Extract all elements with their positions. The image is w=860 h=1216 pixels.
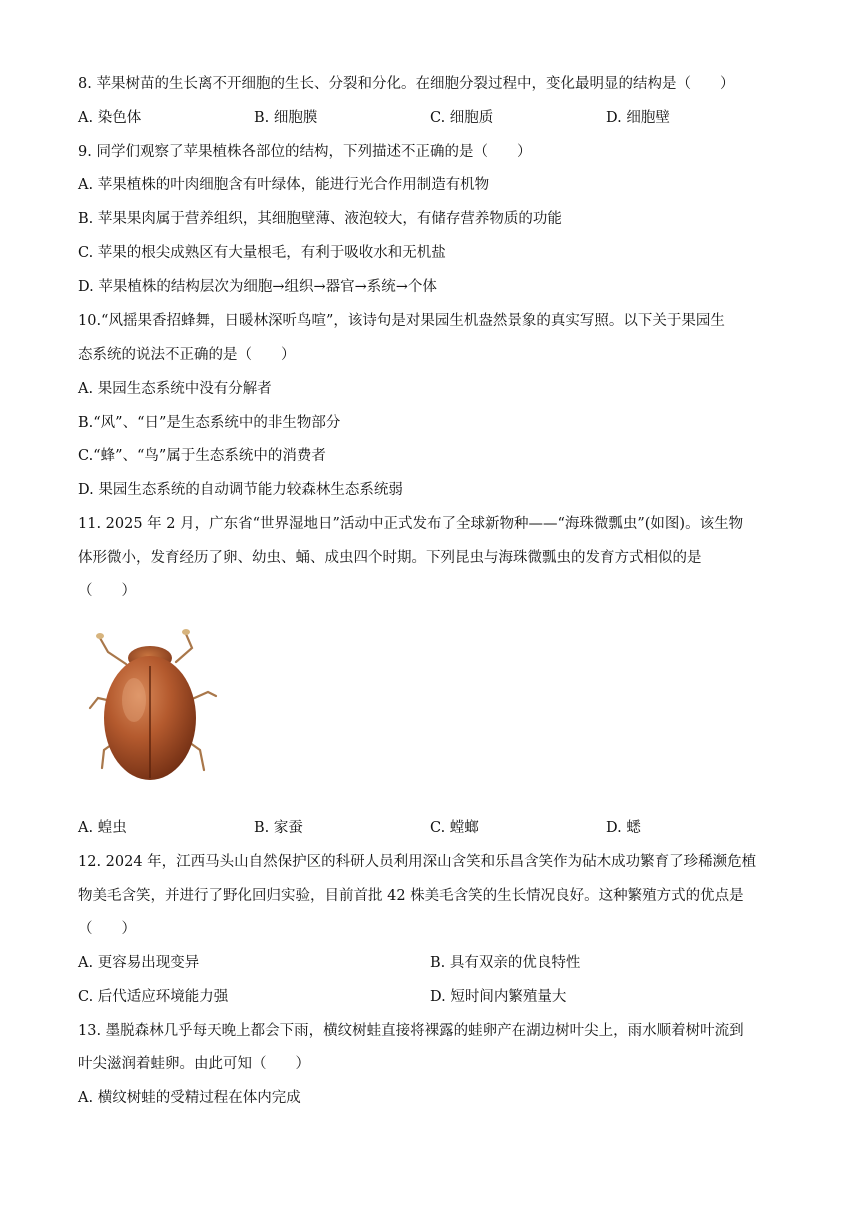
ladybug-beetle-photo-icon xyxy=(86,622,222,790)
q11-stem-line3: （ ） xyxy=(78,583,136,599)
q13-stem-line1: 13. 墨脱森林几乎每天晚上都会下雨，横纹树蛙直接将裸露的蛙卵产在湖边树叶尖上，雨水顺着树叶流到 xyxy=(78,1023,744,1039)
q11-stem-line2: 体形微小，发育经历了卵、幼虫、蛹、成虫四个时期。下列昆虫与海珠微瓢虫的发育方式相似的是 xyxy=(78,550,702,566)
q9-option-a: A. 苹果植株的叶肉细胞含有叶绿体，能进行光合作用制造有机物 xyxy=(78,177,490,193)
q9-option-c: C. 苹果的根尖成熟区有大量根毛，有利于吸收水和无机盐 xyxy=(78,245,446,261)
q12-stem-line1: 12. 2024 年，江西马头山自然保护区的科研人员利用深山含笑和乐昌含笑作为砧木成功繁育了珍稀濒危植 xyxy=(78,854,757,870)
q9-option-d: D. 苹果植株的结构层次为细胞→组织→器官→系统→个体 xyxy=(78,279,437,295)
q12-option-d: D. 短时间内繁殖量大 xyxy=(430,989,567,1005)
q10-option-c: C.“蜂”、“鸟”属于生态系统中的消费者 xyxy=(78,448,326,464)
q13-stem-line2: 叶尖滋润着蛙卵。由此可知（ ） xyxy=(78,1056,310,1072)
q13-option-a: A. 横纹树蛙的受精过程在体内完成 xyxy=(78,1090,301,1106)
q11-stem-line1: 11. 2025 年 2 月，广东省“世界湿地日”活动中正式发布了全球新物种——“海珠微瓢虫”(如图)。该生物 xyxy=(78,516,744,532)
q10-option-d: D. 果园生态系统的自动调节能力较森林生态系统弱 xyxy=(78,482,403,498)
q11-option-d: D. 蟋 xyxy=(606,820,641,836)
q12-option-a: A. 更容易出现变异 xyxy=(78,955,200,971)
q12-stem-line2: 物美毛含笑，并进行了野化回归实验，目前首批 42 株美毛含笑的生长情况良好。这种繁殖方式的优点是 xyxy=(78,888,744,904)
q8-option-b: B. 细胞膜 xyxy=(254,110,318,126)
q8-option-c: C. 细胞质 xyxy=(430,110,494,126)
q12-stem-line3: （ ） xyxy=(78,921,136,937)
q11-option-a: A. 蝗虫 xyxy=(78,820,127,836)
q8-stem: 8. 苹果树苗的生长离不开细胞的生长、分裂和分化。在细胞分裂过程中，变化最明显的结构是（ ） xyxy=(78,76,735,92)
q10-stem-line2: 态系统的说法不正确的是（ ） xyxy=(78,347,296,363)
q9-stem: 9. 同学们观察了苹果植株各部位的结构，下列描述不正确的是（ ） xyxy=(78,144,532,160)
q11-option-c: C. 螳螂 xyxy=(430,820,479,836)
q8-option-d: D. 细胞壁 xyxy=(606,110,670,126)
q12-option-c: C. 后代适应环境能力强 xyxy=(78,989,229,1005)
q10-option-b: B.“风”、“日”是生态系统中的非生物部分 xyxy=(78,415,341,431)
q10-stem-line1: 10.“风摇果香招蜂舞，日暖林深听鸟喧”，该诗句是对果园生机盎然景象的真实写照。以下关于果园生 xyxy=(78,313,725,329)
q12-option-b: B. 具有双亲的优良特性 xyxy=(430,955,581,971)
q8-option-a: A. 染色体 xyxy=(78,110,142,126)
q10-option-a: A. 果园生态系统中没有分解者 xyxy=(78,381,272,397)
q9-option-b: B. 苹果果肉属于营养组织，其细胞壁薄、液泡较大，有储存营养物质的功能 xyxy=(78,211,562,227)
q11-option-b: B. 家蚕 xyxy=(254,820,303,836)
